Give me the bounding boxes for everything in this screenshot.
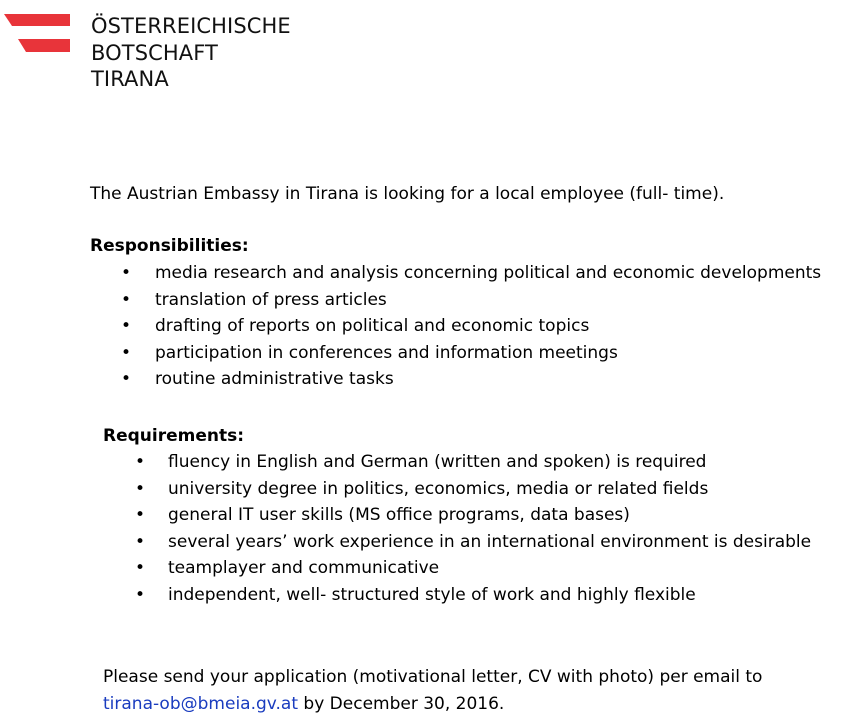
- list-item-text: several years’ work experience in an international environment is desirable: [168, 531, 812, 552]
- list-item-text: general IT user skills (MS office programs, data bases): [168, 505, 630, 526]
- list-item: [0, 476, 861, 503]
- bullet-icon: •: [135, 505, 146, 526]
- list-item: [0, 366, 861, 393]
- bullet-icon: •: [135, 478, 146, 499]
- responsibilities-heading: Responsibilities:: [90, 236, 249, 256]
- bullet-icon: •: [121, 342, 132, 363]
- list-item-text: media research and analysis concerning political and economic developments: [155, 263, 822, 283]
- logo-line-1: ÖSTERREICHISCHE: [91, 14, 291, 38]
- austrian-flag-icon: [0, 0, 74, 60]
- intro-text: The Austrian Embassy in Tirana is looking for a local employee (full- time).: [90, 184, 725, 204]
- bullet-icon: •: [135, 558, 146, 579]
- list-item-text: participation in conferences and information meetings: [155, 342, 618, 363]
- list-item-text: translation of press articles: [155, 289, 387, 310]
- logo-line-3: TIRANA: [91, 67, 169, 91]
- requirements-heading: Requirements:: [103, 426, 245, 446]
- closing-line-2: [103, 691, 762, 718]
- bullet-icon: •: [121, 289, 132, 310]
- list-item: [0, 340, 861, 367]
- logo-line-2: BOTSCHAFT: [91, 40, 218, 65]
- list-item: [0, 287, 861, 314]
- bullet-icon: •: [135, 584, 146, 605]
- bullet-icon: •: [135, 531, 146, 552]
- list-item: [0, 582, 861, 609]
- bullet-icon: •: [121, 263, 132, 283]
- list-item-text: university degree in politics, economics, media or related fields: [168, 478, 709, 499]
- list-item: [0, 555, 861, 582]
- list-item: [0, 502, 861, 529]
- list-item: [0, 313, 861, 340]
- logo-wordmark: [91, 13, 291, 93]
- bullet-icon: •: [121, 369, 132, 390]
- closing-paragraph: [103, 664, 762, 717]
- email-link[interactable]: tirana-ob@bmeia.gv.at: [103, 693, 299, 714]
- bullet-icon: •: [135, 452, 146, 472]
- closing-line-1: Please send your application (motivational letter, CV with photo) per email to: [103, 667, 763, 687]
- list-item: [0, 529, 861, 556]
- list-item: [0, 449, 861, 476]
- list-item: [0, 260, 861, 287]
- list-item-text: independent, well- structured style of work and highly flexible: [168, 584, 696, 605]
- list-item-text: fluency in English and German (written and spoken) is required: [168, 452, 707, 472]
- list-item-text: teamplayer and communicative: [168, 558, 440, 579]
- bullet-icon: •: [121, 316, 132, 337]
- responsibilities-list: [0, 260, 861, 393]
- deadline-text: by December 30, 2016.: [298, 693, 505, 714]
- list-item-text: routine administrative tasks: [155, 369, 394, 390]
- requirements-list: [0, 449, 861, 609]
- list-item-text: drafting of reports on political and economic topics: [155, 316, 590, 337]
